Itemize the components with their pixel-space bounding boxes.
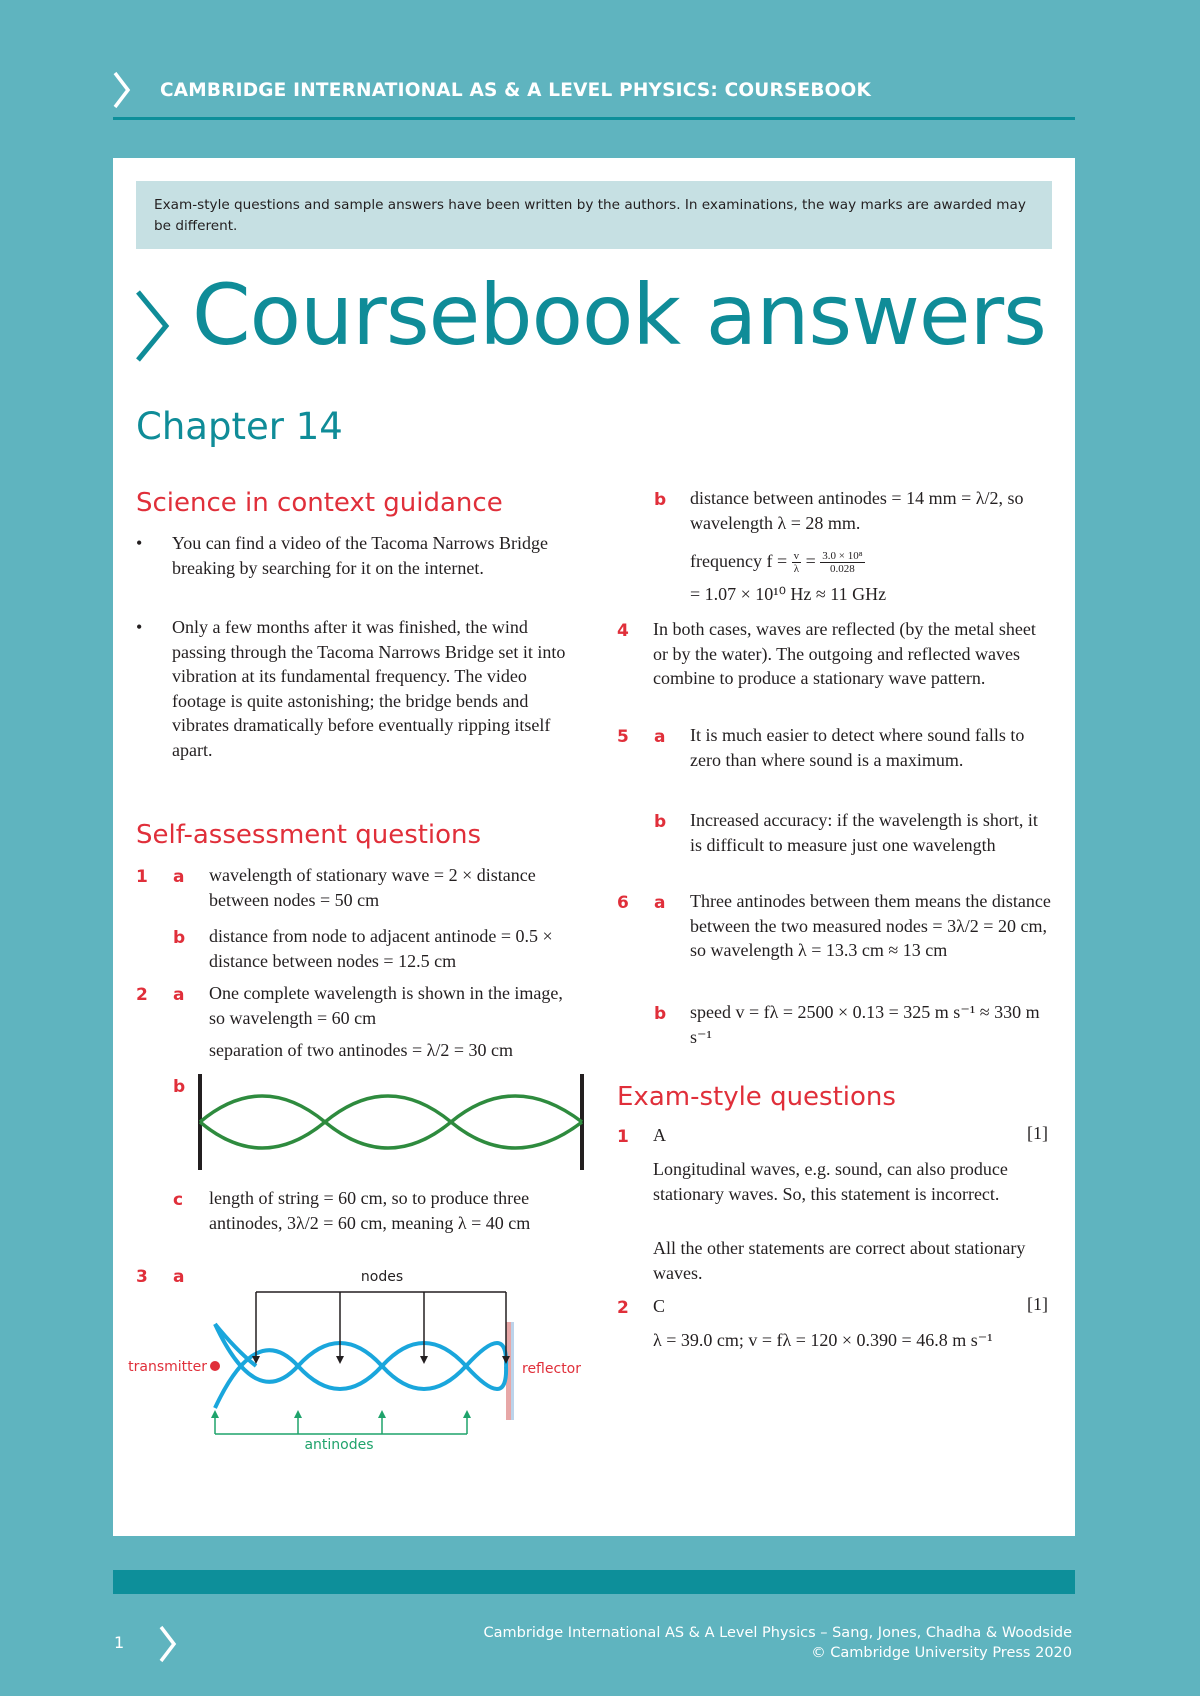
answer-4: In both cases, waves are reflected (by the metal sheet or by the water). The outgoing and reflected waves combine to produce a stationary wave pattern. [653, 619, 1036, 688]
nodes-label: nodes [360, 1269, 404, 1285]
chevron-right-icon [112, 70, 132, 110]
bullet-icon: • [136, 533, 143, 553]
footer-line-1: Cambridge International AS & A Level Physics – Sang, Jones, Chadha & Woodside [483, 1625, 1072, 1641]
wave-envelope-lower [200, 1096, 582, 1148]
node-arrow [336, 1356, 344, 1364]
header-divider [113, 117, 1075, 120]
bullet-icon: • [136, 617, 143, 637]
mark-value: [1] [1027, 1123, 1048, 1143]
answer-5a: It is much easier to detect where sound falls to zero than where sound is a maximum. [690, 725, 1025, 770]
answer-5b: Increased accuracy: if the wavelength is short, it is difficult to measure just one wavelength [690, 810, 1038, 855]
question-number: 1 [617, 1127, 629, 1147]
exam-style-heading: Exam-style questions [617, 1082, 896, 1112]
page-title-text: Coursebook answers [192, 266, 1046, 364]
part-label: b [654, 1004, 667, 1024]
question-number: 6 [617, 893, 629, 913]
antinode-arrow [463, 1410, 471, 1418]
fraction-values: $\frac{\text{3.0 × 10⁸}}{0.028}$ [822, 550, 863, 576]
stationary-wave-string-figure [196, 1072, 590, 1172]
answer-1b: distance from node to adjacent antinode = 0.5 × distance between nodes = 12.5 cm [209, 926, 553, 971]
wave-envelope-upper [200, 1096, 582, 1148]
question-number: 3 [136, 1267, 148, 1287]
disclaimer-note [136, 181, 1052, 249]
fraction-v-over-lambda: $\frac{v}{\lambda}$ [793, 550, 800, 576]
microwave-stationary-wave-figure [128, 1262, 588, 1462]
self-assessment-heading: Self-assessment questions [136, 820, 482, 850]
header-title: CAMBRIDGE INTERNATIONAL AS & A LEVEL PHYSICS: COURSEBOOK [160, 80, 872, 101]
answer-3b-result: = 1.07 × 10¹⁰ Hz ≈ 11 GHz [690, 584, 887, 604]
exam-1-answer: A [653, 1125, 666, 1145]
part-label: b [654, 812, 667, 832]
chevron-right-icon [134, 288, 172, 368]
page-number: 1 [114, 1633, 125, 1652]
answer-6a: Three antinodes between them means the distance between the two measured nodes = 3λ/2 = 20 cm, so wavelength λ = 13.3 cm ≈ 13 cm [690, 891, 1051, 960]
answer-1a: wavelength of stationary wave = 2 × distance between nodes = 50 cm [209, 865, 536, 910]
part-label: a [173, 985, 185, 1005]
part-label: a [654, 893, 666, 913]
transmitter-label: transmitter [128, 1359, 207, 1375]
science-bullet-1: You can find a video of the Tacoma Narrows Bridge breaking by searching for it on the internet. [172, 533, 548, 578]
science-heading: Science in context guidance [136, 488, 503, 518]
antinode-arrow [211, 1410, 219, 1418]
part-label: b [173, 1077, 186, 1097]
next-page-chevron-icon[interactable] [158, 1624, 178, 1664]
footer-band [113, 1570, 1075, 1594]
disclaimer-text: Exam-style questions and sample answers have been written by the authors. In examinations, the way marks are awarded may be different. [154, 197, 1026, 234]
part-label: c [173, 1190, 184, 1210]
answer-2a: One complete wavelength is shown in the image, so wavelength = 60 cm [209, 983, 563, 1028]
reflector-label: reflector [522, 1361, 582, 1377]
part-label: a [173, 867, 185, 887]
chapter-heading: Chapter 14 [136, 405, 343, 448]
question-number: 4 [617, 621, 629, 641]
question-number: 2 [136, 985, 148, 1005]
wave-lower [215, 1343, 506, 1408]
antinode-arrow [294, 1410, 302, 1418]
footer-line-2: © Cambridge University Press 2020 [811, 1645, 1072, 1661]
frequency-lead: frequency f = [690, 551, 792, 571]
antinode-arrow [378, 1410, 386, 1418]
exam-1-text-2: All the other statements are correct about stationary waves. [653, 1238, 1026, 1283]
part-label: a [173, 1267, 185, 1287]
question-number: 2 [617, 1298, 629, 1318]
node-arrow [420, 1356, 428, 1364]
transmitter-dot [210, 1361, 220, 1371]
exam-1-text: Longitudinal waves, e.g. sound, can also produce stationary waves. So, this statement is incorrect. [653, 1159, 1008, 1204]
exam-2-answer: C [653, 1296, 666, 1316]
question-number: 1 [136, 867, 148, 887]
exam-2-text: λ = 39.0 cm; v = fλ = 120 × 0.390 = 46.8 m s⁻¹ [653, 1330, 993, 1350]
answer-2c: length of string = 60 cm, so to produce three antinodes, 3λ/2 = 60 cm, meaning λ = 40 cm [209, 1188, 531, 1233]
answer-3b-frequency: frequency f = $\frac{v}{\lambda}$ = $\frac{\text{3.0 × 10⁸}}{0.028}$ [690, 550, 863, 576]
mark-value: [1] [1027, 1294, 1048, 1314]
antinodes-label: antinodes [304, 1437, 374, 1453]
footer-credits [484, 1623, 1072, 1663]
part-label: b [173, 928, 186, 948]
answer-2a-line2: separation of two antinodes = λ/2 = 30 cm [209, 1040, 513, 1060]
answer-3b: distance between antinodes = 14 mm = λ/2, so wavelength λ = 28 mm. [690, 488, 1024, 533]
part-label: b [654, 490, 667, 510]
science-bullet-2: Only a few months after it was finished, the wind passing through the Tacoma Narrows Bridge set it into vibration at its fundamental frequency. The video footage is quite astonishing; the bridge bends and vibrates dramatically before eventually ripping itself apart. [172, 617, 566, 760]
part-label: a [654, 727, 666, 747]
question-number: 5 [617, 727, 629, 747]
answer-6b: speed v = fλ = 2500 × 0.13 = 325 m s⁻¹ ≈ 330 m s⁻¹ [690, 1002, 1040, 1047]
